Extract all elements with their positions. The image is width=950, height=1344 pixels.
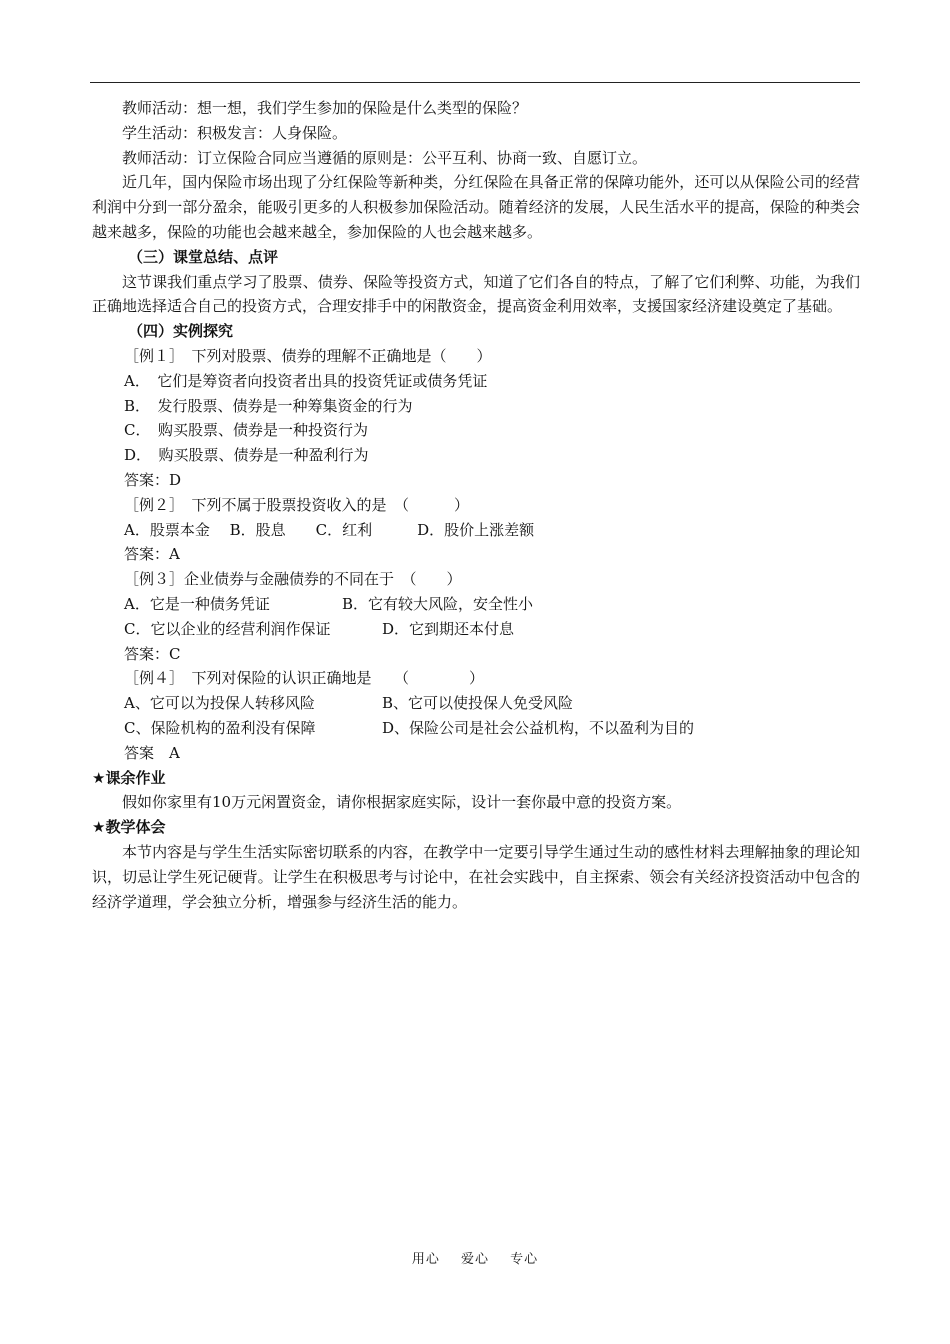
example-3-option-a: A．它是一种债务凭证 <box>124 594 270 613</box>
footer-word-2: 爱心 <box>460 1252 489 1267</box>
example-1-option-d: D． 购买股票、债券是一种盈利行为 <box>124 446 369 465</box>
example-2-answer: 答案：A <box>124 545 180 564</box>
paragraph-insurance: 近几年，国内保险市场出现了分红保险等新种类，分红保险在具备正常的保障功能外，还可以从保险公司的经营利润中分到一部分盈余，能吸引更多的人积极参加保险活动。随着经济的发展，人民生活水平的提高，保险的种类会越来越多，保险的功能也会越来越全，参加保险的人也会越来越多。 <box>92 173 860 241</box>
header-rule <box>90 82 860 83</box>
example-3-option-d: D．它到期还本付息 <box>382 619 515 638</box>
example-4-options-row-2 <box>92 716 860 741</box>
homework-text: 假如你家里有10万元闲置资金，请你根据家庭实际，设计一套你最中意的投资方案。 <box>122 793 682 812</box>
student-activity: 学生活动：积极发言：人身保险。 <box>122 123 348 142</box>
example-1-question: ［例１］ 下列对股票、债券的理解不正确地是（ ） <box>124 346 492 365</box>
example-1-answer: 答案：D <box>124 470 182 489</box>
reflection-text: 本节内容是与学生生活实际密切联系的内容，在教学中一定要引导学生通过生动的感性材料去理解抽象的理论知识，切忌让学生死记硬背。让学生在积极思考与讨论中，在社会实践中，自主探索、领会有关经济投资活动中包含的经济学道理，学会独立分析，增强参与经济生活的能力。 <box>92 842 860 911</box>
reflection-heading: ★教学体会 <box>92 818 166 837</box>
example-4-answer: 答案 A <box>124 743 180 762</box>
paragraph-summary: 这节课我们重点学习了股票、债券、保险等投资方式，知道了它们各自的特点，了解了它们利弊、功能，为我们正确地选择适合自己的投资方式，合理安排手中的闲散资金，提高资金利用效率，支援国家经济建设奠定了基础。 <box>92 272 860 316</box>
example-4-option-b: B、它可以使投保人免受风险 <box>382 694 574 713</box>
footer-word-1: 用心 <box>411 1252 440 1267</box>
example-2-options: A．股票本金 B．股息 C．红利 D．股价上涨差额 <box>124 520 535 539</box>
example-3-options-row-2 <box>92 617 860 642</box>
example-3-options-row-1 <box>92 592 860 617</box>
homework-heading: ★课余作业 <box>92 768 166 787</box>
example-1-option-b: B． 发行股票、债券是一种筹集资金的行为 <box>124 396 413 415</box>
footer-word-3: 专心 <box>510 1252 539 1267</box>
section-heading-examples: （四）实例探究 <box>128 322 234 341</box>
example-1-option-a: A． 它们是筹资者向投资者出具的投资凭证或债务凭证 <box>124 371 488 390</box>
example-4-option-d: D、保险公司是社会公益机构，不以盈利为目的 <box>382 718 695 737</box>
example-4-options-row-1 <box>92 691 860 716</box>
example-2-question: ［例２］ 下列不属于股票投资收入的是 （ ） <box>124 495 470 514</box>
example-1-option-c: C． 购买股票、债券是一种投资行为 <box>124 421 368 440</box>
example-4-question: ［例４］ 下列对保险的认识正确地是 （ ） <box>124 669 485 688</box>
example-4-option-a: A、它可以为投保人转移风险 <box>124 694 315 713</box>
section-heading-summary: （三）课堂总结、点评 <box>128 247 279 266</box>
teacher-activity-2: 教师活动：订立保险合同应当遵循的原则是：公平互利、协商一致、自愿订立。 <box>122 148 648 167</box>
example-3-option-c: C．它以企业的经营利润作保证 <box>124 619 331 638</box>
page-footer <box>0 1248 950 1267</box>
example-3-answer: 答案：C <box>124 644 181 663</box>
example-3-question: ［例３］企业债券与金融债券的不同在于 （ ） <box>124 570 462 589</box>
teacher-activity-1: 教师活动：想一想，我们学生参加的保险是什么类型的保险？ <box>122 99 528 117</box>
example-3-option-b: B．它有较大风险，安全性小 <box>342 594 534 613</box>
example-4-option-c: C、保险机构的盈利没有保障 <box>124 718 316 737</box>
document-body <box>92 96 860 914</box>
